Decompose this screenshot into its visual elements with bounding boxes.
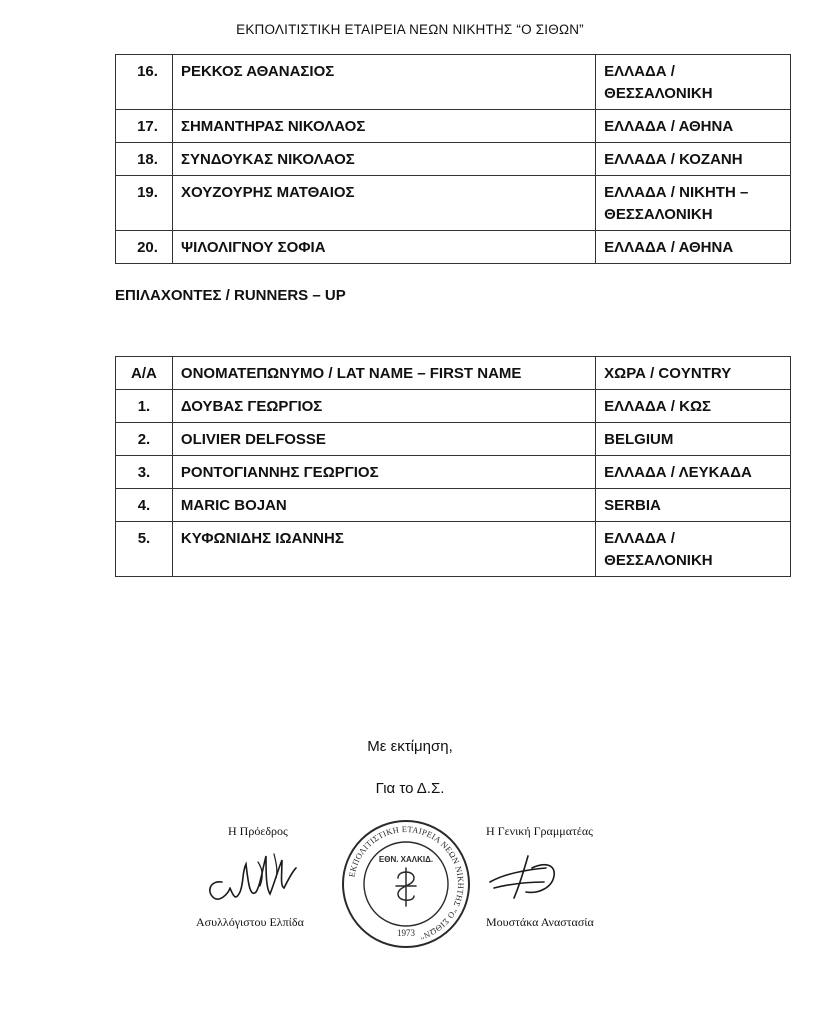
participant-name: ΣΥΝΔΟΥΚΑΣ ΝΙΚΟΛΑΟΣ	[172, 143, 595, 176]
runners-up-heading: ΕΠΙΛΑΧΟΝΤΕΣ / RUNNERS – UP	[115, 287, 346, 304]
participant-name: ΡΕΚΚΟΣ ΑΘΑΝΑΣΙΟΣ	[172, 55, 595, 110]
column-header-country: ΧΩΡΑ / COYNTRY	[596, 357, 791, 390]
row-number: 1.	[116, 390, 173, 423]
participant-country: ΕΛΛΑΔΑ / ΑΘΗΝΑ	[596, 110, 791, 143]
participant-name: ΨΙΛΟΛΙΓΝΟΥ ΣΟΦΙΑ	[172, 231, 595, 264]
president-title: Η Πρόεδρος	[228, 824, 288, 838]
row-number: 17.	[116, 110, 173, 143]
row-number: 4.	[116, 489, 173, 522]
participant-name: OLIVIER DELFOSSE	[172, 423, 595, 456]
closing-salutation: Με εκτίμηση,	[367, 738, 453, 755]
table-row	[116, 176, 791, 231]
secretary-signature	[484, 848, 574, 908]
row-number: 19.	[116, 176, 173, 231]
table-row	[116, 55, 791, 110]
participant-country: ΕΛΛΑΔΑ / ΘΕΣΣΑΛΟΝΙΚΗ	[596, 55, 791, 110]
participant-country: ΕΛΛΑΔΑ / ΛΕΥΚΑΔΑ	[596, 456, 791, 489]
president-signature	[200, 842, 310, 912]
participant-country: ΕΛΛΑΔΑ / ΑΘΗΝΑ	[596, 231, 791, 264]
row-number: 16.	[116, 55, 173, 110]
secretary-title: Η Γενική Γραμματέας	[486, 824, 593, 838]
participant-country: SERBIA	[596, 489, 791, 522]
column-header-number: Α/Α	[116, 357, 173, 390]
participant-country: ΕΛΛΑΔΑ / ΚΩΣ	[596, 390, 791, 423]
table-row	[116, 390, 791, 423]
table-row	[116, 522, 791, 577]
row-number: 18.	[116, 143, 173, 176]
svg-text:ΕΘΝ. ΧΑΛΚΙΔ.: ΕΘΝ. ΧΑΛΚΙΔ.	[378, 855, 434, 864]
row-number: 5.	[116, 522, 173, 577]
table-row	[116, 110, 791, 143]
participant-country: ΕΛΛΑΔΑ / ΚΟΖΑΝΗ	[596, 143, 791, 176]
participant-name: ΔΟΥΒΑΣ ΓΕΩΡΓΙΟΣ	[172, 390, 595, 423]
column-header-name: ΟΝΟΜΑΤΕΠΩΝΥΜΟ / LAT NAME – FIRST NAME	[172, 357, 595, 390]
table-row	[116, 143, 791, 176]
secretary-name: Μουστάκα Αναστασία	[486, 915, 594, 929]
table-header-row	[116, 357, 791, 390]
table-row	[116, 456, 791, 489]
participant-country: ΕΛΛΑΔΑ / ΝΙΚΗΤΗ – ΘΕΣΣΑΛΟΝΙΚΗ	[596, 176, 791, 231]
organization-seal	[340, 818, 472, 950]
svg-text:ΕΚΠΟΛΙΤΙΣΤΙΚΗ ΕΤΑΙΡΕΙΑ ΝΕΩΝ ΝΙ: ΕΚΠΟΛΙΤΙΣΤΙΚΗ ΕΤΑΙΡΕΙΑ ΝΕΩΝ ΝΙΚΗΤΗΣ "Ο ΣΙΘΩΝ"	[347, 824, 466, 942]
president-name: Ασυλλόγιστου Ελπίδα	[196, 915, 304, 929]
table-row	[116, 489, 791, 522]
participant-country: BELGIUM	[596, 423, 791, 456]
svg-text:1973: 1973	[397, 928, 415, 938]
table-row	[116, 231, 791, 264]
page-header: ΕΚΠΟΛΙΤΙΣΤΙΚΗ ΕΤΑΙΡΕΙΑ ΝΕΩΝ ΝΙΚΗΤΗΣ “Ο ΣΙΘΩΝ”	[236, 22, 584, 37]
participant-name: ΣΗΜΑΝΤΗΡΑΣ ΝΙΚΟΛΑΟΣ	[172, 110, 595, 143]
participant-name: ΚΥΦΩΝΙΔΗΣ ΙΩΑΝΝΗΣ	[172, 522, 595, 577]
row-number: 3.	[116, 456, 173, 489]
closing-board-line: Για το Δ.Σ.	[375, 780, 445, 797]
row-number: 2.	[116, 423, 173, 456]
row-number: 20.	[116, 231, 173, 264]
runners-up-table	[115, 356, 791, 577]
participant-country: ΕΛΛΑΔΑ / ΘΕΣΣΑΛΟΝΙΚΗ	[596, 522, 791, 577]
table-row	[116, 423, 791, 456]
winners-table	[115, 54, 791, 264]
participant-name: ΡΟΝΤΟΓΙΑΝΝΗΣ ΓΕΩΡΓΙΟΣ	[172, 456, 595, 489]
participant-name: ΧΟΥΖΟΥΡΗΣ ΜΑΤΘΑΙΟΣ	[172, 176, 595, 231]
participant-name: MARIC BOJAN	[172, 489, 595, 522]
